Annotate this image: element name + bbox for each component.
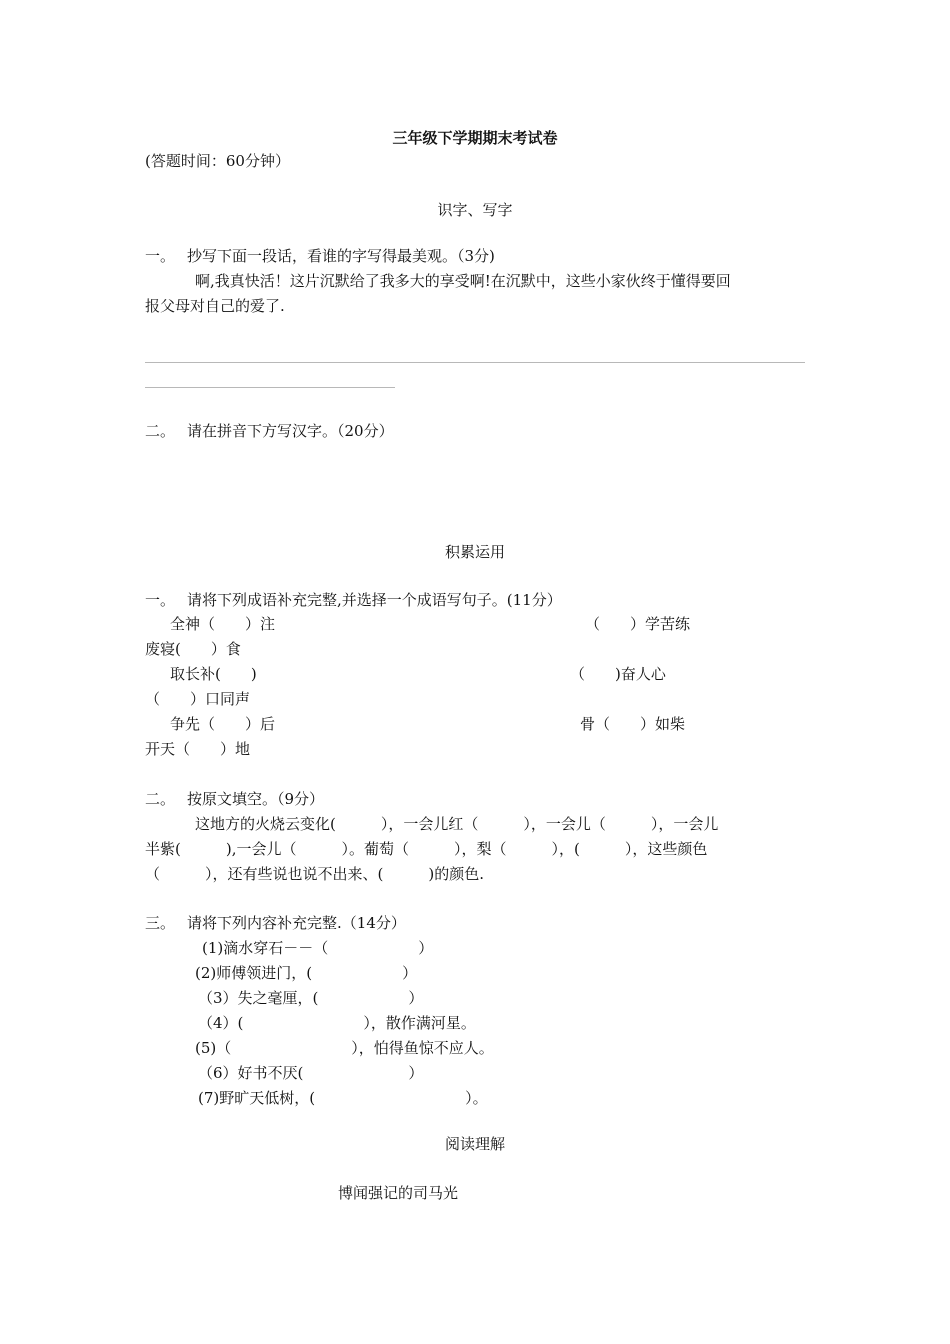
a3-label: 三。 [145, 914, 176, 932]
fill-item: (7)野旷天低树，( ）。 [198, 1089, 488, 1107]
fill-item: （4）( ），散作满河星。 [198, 1014, 476, 1032]
fill-item: (5)（ ），怕得鱼惊不应人。 [195, 1039, 494, 1057]
q2-text: 请在拼音下方写汉字。（20分） [187, 422, 394, 440]
copy-writing-line-2[interactable] [145, 387, 395, 388]
a2-label: 二。 [145, 790, 176, 808]
q1-passage-line2: 报父母对自己的爱了. [145, 297, 285, 315]
idiom-item: 骨（ ）如柴 [580, 715, 686, 733]
idiom-item: （ ）学苦练 [585, 615, 691, 633]
section-heading-reading: 阅读理解 [444, 1135, 505, 1153]
fill-item: （3）失之毫厘，( ） [198, 989, 424, 1007]
q1-passage-line1: 啊,我真快活！这片沉默给了我多大的享受啊!在沉默中，这些小家伙终于懂得要回 [195, 272, 731, 290]
fill-item: （6）好书不厌( ） [198, 1064, 424, 1082]
idiom-item: 争先（ ）后 [170, 715, 276, 733]
a1-text: 请将下列成语补充完整,并选择一个成语写句子。(11分） [187, 591, 562, 609]
idiom-item: 取长补( ) [170, 665, 257, 683]
copy-writing-line-1[interactable] [145, 362, 805, 363]
a2-line2: 半紫( ),一会儿（ ）。葡萄（ ），梨（ ），( ），这些颜色 [145, 840, 708, 858]
idiom-item: （ ）口同声 [145, 690, 251, 708]
idiom-item: 全神（ ）注 [170, 615, 276, 633]
reading-passage-title: 博闻强记的司马光 [338, 1184, 459, 1202]
a1-label: 一。 [145, 591, 176, 609]
section-heading-accumulation: 积累运用 [444, 543, 505, 561]
a2-text: 按原文填空。（9分） [187, 790, 325, 808]
a2-line1: 这地方的火烧云变化( ），一会儿红（ ），一会儿（ ），一会儿 [195, 815, 719, 833]
q1-text: 抄写下面一段话，看谁的字写得最美观。（3分) [187, 247, 495, 265]
idiom-item: （ )奋人心 [570, 665, 666, 683]
idiom-item: 开天（ ）地 [145, 740, 251, 758]
section-heading-literacy: 识字、写字 [437, 201, 513, 219]
fill-item: (2)师傅领进门，( ） [195, 964, 418, 982]
a3-text: 请将下列内容补充完整.（14分） [187, 914, 406, 932]
q2-label: 二。 [145, 422, 176, 440]
time-note: (答题时间：60分钟） [145, 152, 290, 170]
idiom-item: 废寝( ）食 [145, 640, 241, 658]
q1-label: 一。 [145, 247, 176, 265]
page-title: 三年级下学期期末考试卷 [392, 129, 558, 147]
a2-line3: （ ），还有些说也说不出来、( )的颜色. [145, 865, 484, 883]
fill-item: (1)滴水穿石－－（ ） [202, 939, 434, 957]
